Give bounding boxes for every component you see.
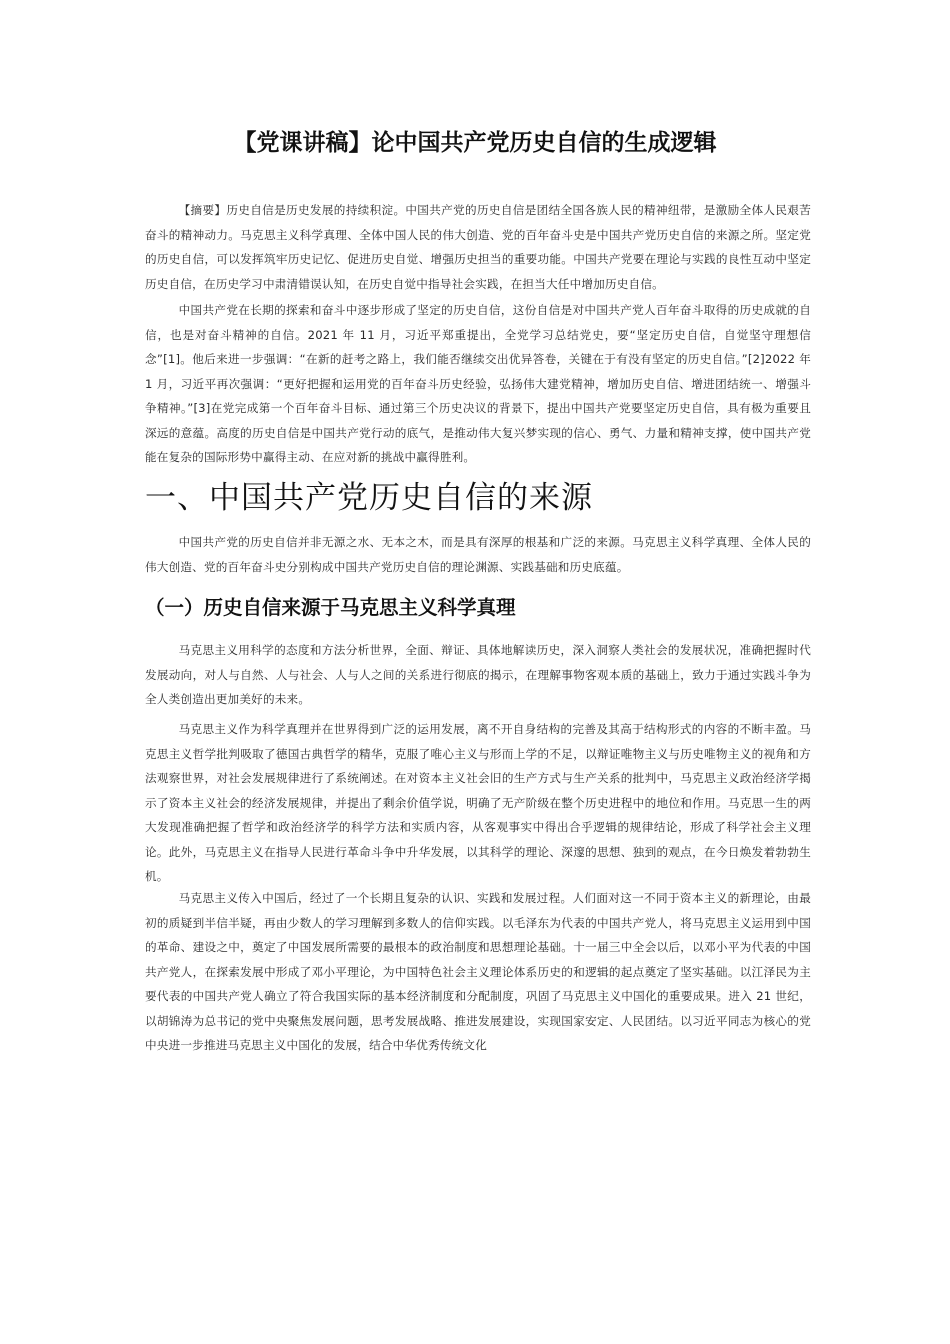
section-intro-paragraph: 中国共产党的历史自信并非无源之水、无本之木，而是具有深厚的根基和广泛的来源。马克思主义科学真理、全体人民的伟大创造、党的百年奋斗史分别构成中国共产党历史自信的理论渊源、实践基础和历史底蕴。 [145, 535, 811, 574]
body-paragraph: 马克思主义用科学的态度和方法分析世界，全面、辩证、具体地解读历史，深入洞察人类社会的发展状况，准确把握时代发展动向，对人与自然、人与社会、人与人之间的关系进行彻底的揭示，在理解事物客观本质的基础上，致力于通过实践斗争为全人类创造出更加美好的未来。 [145, 643, 811, 706]
body-paragraph: 马克思主义传入中国后，经过了一个长期且复杂的认识、实践和发展过程。人们面对这一不同于资本主义的新理论，由最初的质疑到半信半疑，再由少数人的学习理解到多数人的信仰实践。以毛泽东为代表的中国共产党人，将马克思主义运用到中国的革命、建设之中，奠定了中国发展所需要的最根本的政治制度和思想理论基础。十一届三中全会以后，以邓小平为代表的中国共产党人，在探索发展中形成了邓小平理论，为中国特色社会主义理论体系历史的和逻辑的起点奠定了坚实基础。以江泽民为主要代表的中国共产党人确立了符合我国实际的基本经济制度和分配制度，巩固了马克思主义中国化的重要成果。进入 21 世纪，以胡锦涛为总书记的党中央聚焦发展问题，思考发展战略、推进发展建设，实现国家安定、人民团结。以习近平同志为核心的党中央进一步推进马克思主义中国化的发展，结合中华优秀传统文化 [145, 891, 811, 1052]
document-title: 【党课讲稿】论中国共产党历史自信的生成逻辑 [233, 130, 717, 156]
abstract-paragraph: 【摘要】历史自信是历史发展的持续积淀。中国共产党的历史自信是团结全国各族人民的精神纽带，是激励全体人民艰苦奋斗的精神动力。马克思主义科学真理、全体中国人民的伟大创造、党的百年奋斗史是中国共产党历史自信的来源之所。坚定党的历史自信，可以发挥筑牢历史记忆、促进历史自觉、增强历史担当的重要功能。中国共产党要在理论与实践的良性互动中坚定历史自信，在历史学习中肃清错误认知，在历史自觉中指导社会实践，在担当大任中增加历史自信。 [145, 203, 811, 291]
section-heading: 一、中国共产党历史自信的来源 [145, 480, 593, 516]
body-paragraph: 马克思主义作为科学真理并在世界得到广泛的运用发展，离不开自身结构的完善及其高于结构形式的内容的不断丰盈。马克思主义哲学批判吸取了德国古典哲学的精华，克服了唯心主义与形而上学的不足，以辩证唯物主义与历史唯物主义的视角和方法观察世界，对社会发展规律进行了系统阐述。在对资本主义社会旧的生产方式与生产关系的批判中，马克思主义政治经济学揭示了资本主义社会的经济发展规律，并提出了剩余价值学说，明确了无产阶级在整个历史进程中的地位和作用。马克思一生的两大发现准确把握了哲学和政治经济学的科学方法和实质内容，从客观事实中得出合乎逻辑的规律结论，形成了科学社会主义理论。此外，马克思主义在指导人民进行革命斗争中升华发展，以其科学的理论、深邃的思想、独到的观点，在今日焕发着勃勃生机。 [145, 722, 811, 883]
intro-paragraph: 中国共产党在长期的探索和奋斗中逐步形成了坚定的历史自信，这份自信是对中国共产党人百年奋斗取得的历史成就的自信，也是对奋斗精神的自信。2021 年 11 月，习近平郑重提出，全党学习总结党史，要“坚定历史自信，自觉坚守理想信念”[1]。他后来进一步强调：“在新的赶考之路上，我们能否继续交出优异答卷，关键在于有没有坚定的历史自信。”[2]2022 年 1 月，习近平再次强调：“更好把握和运用党的百年奋斗历史经验，弘扬伟大建党精神，增加历史自信、增进团结统一、增强斗争精神。”[3]在党完成第一个百年奋斗目标、通过第三个历史决议的背景下，提出中国共产党要坚定历史自信，具有极为重要且深远的意蕴。高度的历史自信是中国共产党行动的底气，是推动伟大复兴梦实现的信心、勇气、力量和精神支撑，使中国共产党能在复杂的国际形势中赢得主动、在应对新的挑战中赢得胜利。 [145, 303, 811, 464]
subsection-heading: （一）历史自信来源于马克思主义科学真理 [145, 596, 516, 619]
